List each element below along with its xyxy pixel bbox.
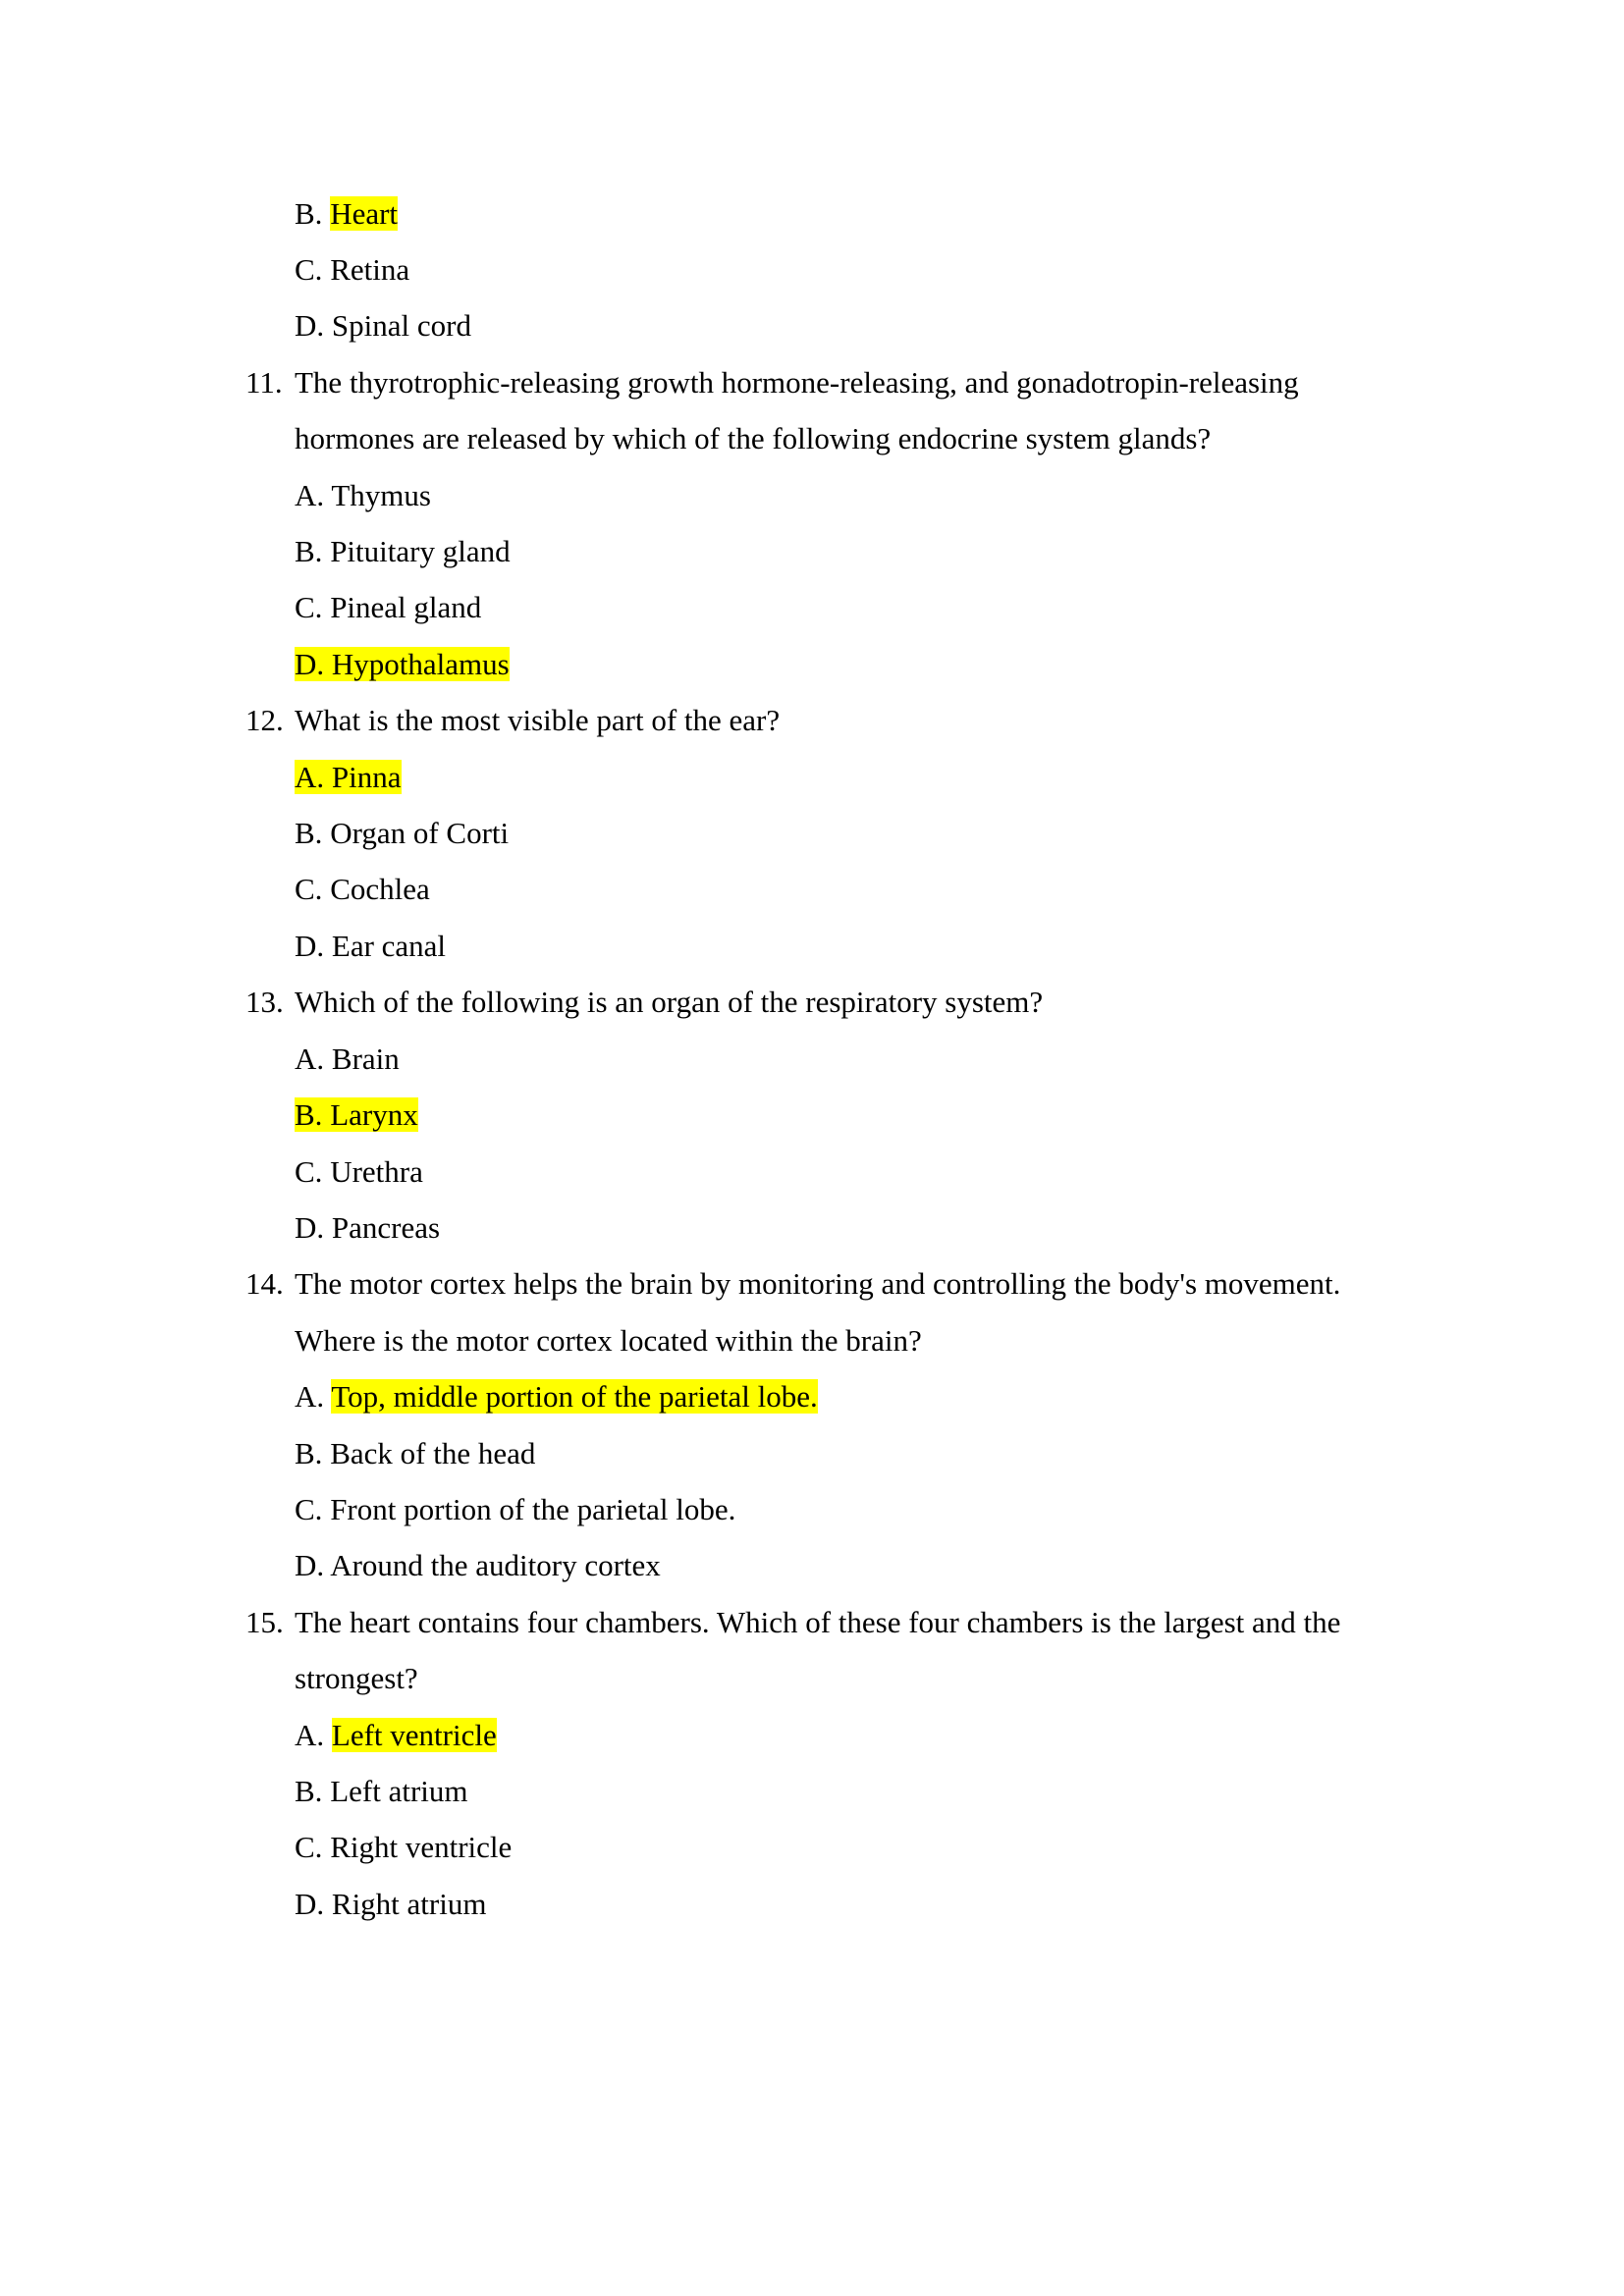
- option-a: A. Brain: [295, 1041, 400, 1076]
- question-number: 14.: [245, 1266, 284, 1301]
- option-c: C. Cochlea: [295, 872, 430, 906]
- question-number: 11.: [245, 365, 283, 400]
- option-b: B. Organ of Corti: [295, 816, 510, 850]
- option-c: C. Right ventricle: [295, 1830, 513, 1864]
- question-text: The heart contains four chambers. Which of these four chambers is the largest and the: [295, 1605, 1341, 1639]
- question-text: The thyrotrophic-releasing growth hormone-releasing, and gonadotropin-releasing: [295, 365, 1299, 400]
- option-b-correct: [295, 1094, 418, 1137]
- answer-highlight: Top, middle portion of the parietal lobe.: [331, 1379, 818, 1414]
- option-c: C. Pineal gland: [295, 590, 482, 624]
- option-a-correct: A. Top, middle portion of the parietal lobe.: [295, 1379, 818, 1414]
- question-text: What is the most visible part of the ear?: [295, 703, 781, 737]
- option-b: B. Back of the head: [295, 1436, 536, 1470]
- question-text: Which of the following is an organ of the respiratory system?: [295, 985, 1044, 1019]
- question-text: The motor cortex helps the brain by monitoring and controlling the body's movement.: [295, 1266, 1341, 1301]
- option-b: B. Left atrium: [295, 1774, 468, 1808]
- answer-highlight: D. Hypothalamus: [295, 647, 510, 681]
- option-a: A. Thymus: [295, 478, 431, 512]
- question-number: 13.: [245, 985, 284, 1019]
- question-14: [0, 1262, 1624, 1306]
- option-d-correct: [295, 643, 510, 686]
- option-d: D. Ear canal: [295, 929, 447, 963]
- question-12: [0, 699, 1624, 742]
- question-14-text-cont: Where is the motor cortex located within the brain?: [295, 1323, 922, 1358]
- option-b: B. Pituitary gland: [295, 534, 511, 568]
- question-15: [0, 1601, 1624, 1644]
- option-c: C. Urethra: [295, 1154, 423, 1189]
- option-c-retina: C. Retina: [295, 252, 410, 287]
- question-11-text-cont: hormones are released by which of the following endocrine system glands?: [295, 421, 1212, 455]
- question-number: 15.: [245, 1605, 284, 1639]
- option-b-heart: B. Heart: [295, 196, 399, 231]
- question-number: 12.: [245, 703, 284, 737]
- question-15-text-cont: strongest?: [295, 1661, 418, 1695]
- answer-highlight: A. Pinna: [295, 760, 402, 794]
- answer-highlight: B. Larynx: [295, 1097, 418, 1132]
- option-a-correct: [295, 756, 402, 799]
- option-d: D. Right atrium: [295, 1887, 487, 1921]
- option-a-correct: A. Left ventricle: [295, 1718, 497, 1752]
- answer-highlight: Heart: [330, 196, 399, 231]
- option-d: D. Pancreas: [295, 1210, 441, 1245]
- option-c: C. Front portion of the parietal lobe.: [295, 1492, 736, 1526]
- question-13: [0, 981, 1624, 1024]
- option-d-spinal-cord: D. Spinal cord: [295, 308, 471, 343]
- option-d: D. Around the auditory cortex: [295, 1548, 661, 1582]
- question-11: [0, 361, 1624, 404]
- answer-highlight: Left ventricle: [331, 1718, 497, 1752]
